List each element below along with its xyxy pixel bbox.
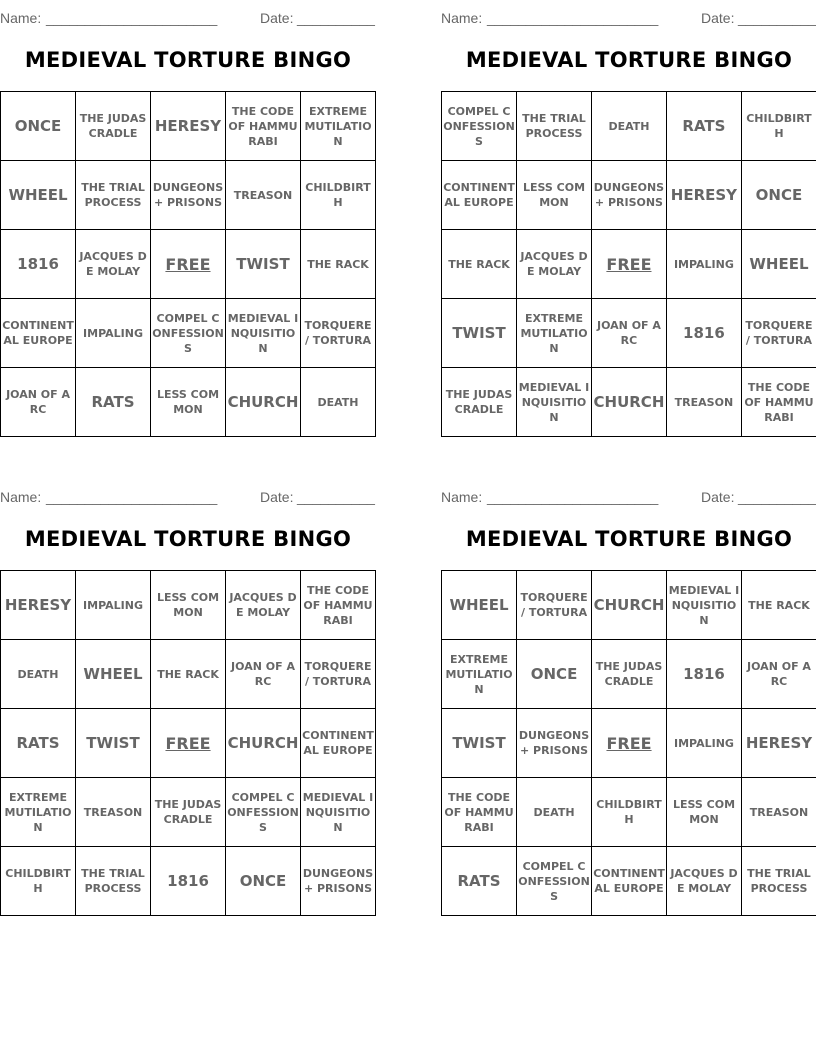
- card-title: MEDIEVAL TORTURE BINGO: [465, 48, 793, 72]
- bingo-cell[interactable]: 1816: [666, 299, 741, 368]
- bingo-row: [1, 778, 376, 847]
- bingo-cell[interactable]: THE CODE OF HAMMURABI: [301, 571, 376, 640]
- bingo-row: [442, 299, 816, 368]
- bingo-cell[interactable]: WHEEL: [75, 640, 150, 709]
- bingo-cell[interactable]: JOAN OF ARC: [591, 299, 666, 368]
- bingo-cell[interactable]: DEATH: [591, 92, 666, 161]
- card-title: MEDIEVAL TORTURE BINGO: [465, 527, 793, 551]
- card-title: MEDIEVAL TORTURE BINGO: [24, 527, 352, 551]
- bingo-cell[interactable]: COMPEL CONFESSIONS: [517, 847, 592, 916]
- bingo-cell[interactable]: EXTREME MUTILATION: [517, 299, 592, 368]
- bingo-cell[interactable]: TORQUERE / TORTURA: [741, 299, 816, 368]
- bingo-cell[interactable]: TORQUERE / TORTURA: [301, 640, 376, 709]
- bingo-cell[interactable]: DUNGEONS + PRISONS: [591, 161, 666, 230]
- bingo-cell[interactable]: IMPALING: [666, 230, 741, 299]
- bingo-cell[interactable]: THE JUDAS CRADLE: [442, 368, 517, 437]
- bingo-cell[interactable]: TREASON: [225, 161, 300, 230]
- bingo-cell[interactable]: MEDIEVAL INQUISITION: [667, 571, 742, 640]
- bingo-cell[interactable]: HERESY: [741, 709, 816, 778]
- bingo-cell[interactable]: WHEEL: [741, 230, 816, 299]
- bingo-cell[interactable]: DUNGEONS + PRISONS: [151, 161, 226, 230]
- bingo-row: [442, 230, 816, 299]
- bingo-grid: [441, 91, 816, 437]
- bingo-cell[interactable]: ONCE: [226, 847, 301, 916]
- bingo-cell[interactable]: CHILDBIRTH: [741, 92, 816, 161]
- bingo-cell[interactable]: THE CODE OF HAMMURABI: [741, 368, 816, 437]
- bingo-row: [1, 230, 376, 299]
- bingo-cell[interactable]: ONCE: [517, 640, 592, 709]
- bingo-cell[interactable]: TWIST: [225, 230, 300, 299]
- bingo-row: [442, 778, 816, 847]
- bingo-cell[interactable]: JACQUES DE MOLAY: [517, 230, 592, 299]
- bingo-row: [442, 92, 816, 161]
- bingo-cell[interactable]: DEATH: [301, 368, 376, 437]
- bingo-cell[interactable]: THE TRIAL PROCESS: [76, 161, 151, 230]
- bingo-cell[interactable]: MEDIEVAL INQUISITION: [225, 299, 300, 368]
- bingo-cell[interactable]: CONTINENTAL EUROPE: [442, 161, 517, 230]
- bingo-grid: [0, 91, 376, 437]
- name-label: Name:: [441, 489, 483, 505]
- bingo-row: [1, 709, 376, 778]
- bingo-cell[interactable]: CONTINENTAL EUROPE: [301, 709, 376, 778]
- bingo-row: [1, 92, 376, 161]
- name-label: Name:: [441, 10, 483, 26]
- bingo-row: [442, 709, 816, 778]
- bingo-cell[interactable]: JACQUES DE MOLAY: [226, 571, 301, 640]
- bingo-cell[interactable]: JOAN OF ARC: [741, 640, 816, 709]
- bingo-grid: [0, 570, 376, 916]
- free-space-cell[interactable]: FREE: [151, 709, 226, 778]
- bingo-cell[interactable]: LESS COMMON: [517, 161, 592, 230]
- bingo-cell[interactable]: TREASON: [666, 368, 741, 437]
- name-date-bar: [0, 489, 376, 507]
- bingo-cell[interactable]: 1816: [1, 230, 76, 299]
- bingo-cell[interactable]: LESS COMMON: [151, 571, 226, 640]
- bingo-cell[interactable]: HERESY: [1, 571, 76, 640]
- bingo-cell[interactable]: TREASON: [741, 778, 816, 847]
- bingo-cell[interactable]: WHEEL: [442, 571, 517, 640]
- bingo-row: [1, 299, 376, 368]
- bingo-cell[interactable]: THE CODE OF HAMMURABI: [225, 92, 300, 161]
- bingo-cell[interactable]: JACQUES DE MOLAY: [667, 847, 742, 916]
- bingo-cell[interactable]: RATS: [666, 92, 741, 161]
- bingo-cell[interactable]: THE JUDAS CRADLE: [151, 778, 226, 847]
- bingo-row: [442, 571, 816, 640]
- bingo-cell[interactable]: THE RACK: [151, 640, 226, 709]
- bingo-cell[interactable]: THE TRIAL PROCESS: [741, 847, 816, 916]
- bingo-cell[interactable]: CHURCH: [592, 571, 667, 640]
- bingo-cell[interactable]: DEATH: [1, 640, 76, 709]
- bingo-cell[interactable]: CHILDBIRTH: [592, 778, 667, 847]
- date-label: Date:: [260, 10, 294, 26]
- bingo-cell[interactable]: 1816: [151, 847, 226, 916]
- bingo-cell[interactable]: CONTINENTAL EUROPE: [592, 847, 667, 916]
- name-label: Name:: [0, 489, 42, 505]
- bingo-cell[interactable]: THE RACK: [442, 230, 517, 299]
- bingo-cell[interactable]: THE CODE OF HAMMURABI: [442, 778, 517, 847]
- bingo-cell[interactable]: HERESY: [666, 161, 741, 230]
- bingo-cell[interactable]: CONTINENTAL EUROPE: [1, 299, 76, 368]
- bingo-row: [442, 640, 816, 709]
- bingo-row: [1, 368, 376, 437]
- bingo-cell[interactable]: COMPEL CONFESSIONS: [151, 299, 226, 368]
- date-label: Date:: [701, 10, 735, 26]
- bingo-cell[interactable]: TWIST: [75, 709, 150, 778]
- bingo-cell[interactable]: EXTREME MUTILATION: [442, 640, 517, 709]
- name-label: Name:: [0, 10, 42, 26]
- bingo-cell[interactable]: THE JUDAS CRADLE: [592, 640, 667, 709]
- bingo-cell[interactable]: 1816: [667, 640, 742, 709]
- bingo-grid: [441, 570, 816, 916]
- bingo-cell[interactable]: MEDIEVAL INQUISITION: [301, 778, 376, 847]
- name-field[interactable]: ______________________: [46, 489, 218, 505]
- date-field[interactable]: __________: [738, 489, 816, 505]
- bingo-cell[interactable]: JOAN OF ARC: [226, 640, 301, 709]
- bingo-row: [1, 161, 376, 230]
- date-label: Date:: [701, 489, 735, 505]
- date-field[interactable]: __________: [297, 10, 375, 26]
- free-space-cell[interactable]: FREE: [591, 230, 666, 299]
- bingo-cell[interactable]: TWIST: [442, 299, 517, 368]
- name-field[interactable]: ______________________: [46, 10, 218, 26]
- card-title: MEDIEVAL TORTURE BINGO: [24, 48, 352, 72]
- bingo-cell[interactable]: TWIST: [442, 709, 517, 778]
- bingo-cell[interactable]: IMPALING: [76, 299, 151, 368]
- bingo-cell[interactable]: EXTREME MUTILATION: [301, 92, 376, 161]
- bingo-cell[interactable]: THE RACK: [301, 230, 376, 299]
- bingo-cell[interactable]: THE TRIAL PROCESS: [517, 92, 592, 161]
- bingo-cell[interactable]: JACQUES DE MOLAY: [76, 230, 151, 299]
- bingo-row: [1, 571, 376, 640]
- name-date-bar: [0, 10, 376, 28]
- name-field[interactable]: ______________________: [487, 10, 659, 26]
- bingo-row: [1, 847, 376, 916]
- bingo-cell[interactable]: RATS: [442, 847, 517, 916]
- date-field[interactable]: __________: [738, 10, 816, 26]
- date-field[interactable]: __________: [297, 489, 375, 505]
- bingo-cell[interactable]: TREASON: [75, 778, 150, 847]
- bingo-cell[interactable]: IMPALING: [667, 709, 742, 778]
- name-field[interactable]: ______________________: [487, 489, 659, 505]
- bingo-row: [1, 640, 376, 709]
- bingo-cell[interactable]: EXTREME MUTILATION: [1, 778, 76, 847]
- name-date-bar: [441, 10, 816, 28]
- bingo-cell[interactable]: DUNGEONS + PRISONS: [517, 709, 592, 778]
- bingo-cell[interactable]: THE TRIAL PROCESS: [75, 847, 150, 916]
- bingo-cell[interactable]: CHURCH: [591, 368, 666, 437]
- bingo-cell[interactable]: LESS COMMON: [667, 778, 742, 847]
- bingo-cell[interactable]: JOAN OF ARC: [1, 368, 76, 437]
- bingo-cell[interactable]: IMPALING: [75, 571, 150, 640]
- bingo-cell[interactable]: CHILDBIRTH: [1, 847, 76, 916]
- bingo-cell[interactable]: WHEEL: [1, 161, 76, 230]
- bingo-cell[interactable]: THE RACK: [741, 571, 816, 640]
- bingo-cell[interactable]: COMPEL CONFESSIONS: [442, 92, 517, 161]
- free-space-cell[interactable]: FREE: [151, 230, 226, 299]
- bingo-cell[interactable]: MEDIEVAL INQUISITION: [517, 368, 592, 437]
- bingo-cell[interactable]: DEATH: [517, 778, 592, 847]
- date-label: Date:: [260, 489, 294, 505]
- bingo-cell[interactable]: THE JUDAS CRADLE: [76, 92, 151, 161]
- bingo-row: [442, 847, 816, 916]
- bingo-cell[interactable]: TORQUERE / TORTURA: [301, 299, 376, 368]
- bingo-cell[interactable]: LESS COMMON: [151, 368, 226, 437]
- bingo-cell[interactable]: CHURCH: [225, 368, 300, 437]
- bingo-cell[interactable]: CHURCH: [226, 709, 301, 778]
- bingo-cell[interactable]: DUNGEONS + PRISONS: [301, 847, 376, 916]
- bingo-row: [442, 368, 816, 437]
- bingo-cell[interactable]: ONCE: [1, 92, 76, 161]
- bingo-row: [442, 161, 816, 230]
- bingo-cell[interactable]: TORQUERE / TORTURA: [517, 571, 592, 640]
- bingo-cell[interactable]: COMPEL CONFESSIONS: [226, 778, 301, 847]
- bingo-cell[interactable]: CHILDBIRTH: [301, 161, 376, 230]
- bingo-cell[interactable]: HERESY: [151, 92, 226, 161]
- free-space-cell[interactable]: FREE: [592, 709, 667, 778]
- bingo-cell[interactable]: RATS: [76, 368, 151, 437]
- bingo-cell[interactable]: ONCE: [741, 161, 816, 230]
- bingo-cell[interactable]: RATS: [1, 709, 76, 778]
- name-date-bar: [441, 489, 816, 507]
